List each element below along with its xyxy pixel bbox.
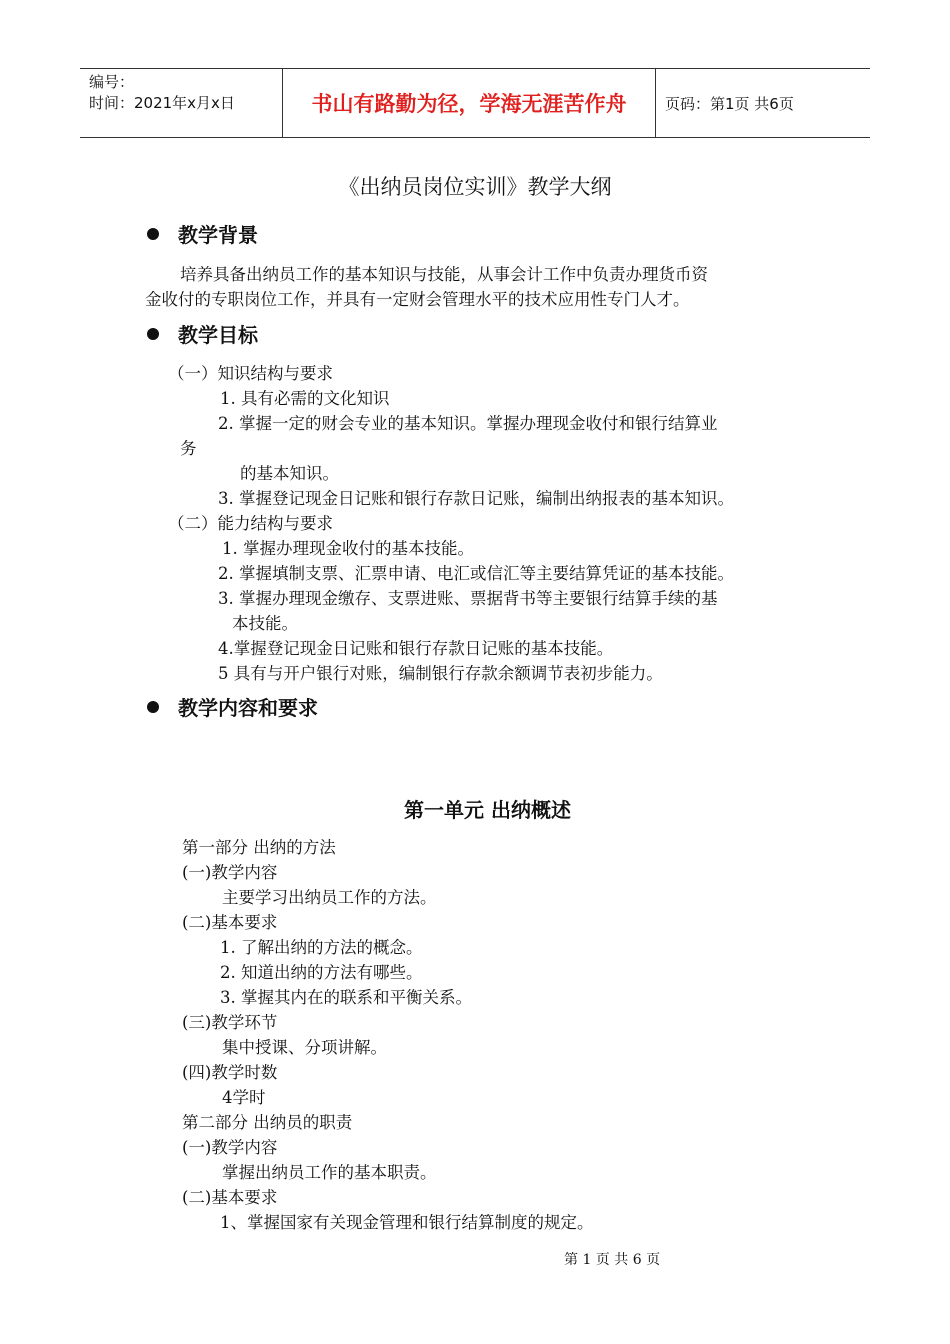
header-left-cell — [80, 69, 283, 137]
header-motto: 书山有路勤为径，学海无涯苦作舟 — [283, 69, 656, 137]
section-heading-goals: 教学目标 — [178, 323, 258, 347]
knowledge-item-2-cont: 的基本知识。 — [240, 464, 339, 483]
part1-link: 集中授课、分项讲解。 — [222, 1038, 387, 1057]
document-title: 《出纳员岗位实训》教学大纲 — [338, 175, 612, 199]
bullet-icon — [147, 701, 159, 713]
part1-content: 主要学习出纳员工作的方法。 — [222, 888, 437, 907]
part2-requirement-1: 1、掌握国家有关现金管理和银行结算制度的规定。 — [220, 1213, 594, 1232]
part2-content-heading: (一)教学内容 — [182, 1138, 278, 1157]
ability-item-3-cont: 本技能。 — [232, 614, 298, 633]
ability-item-1: 1. 掌握办理现金收付的基本技能。 — [222, 539, 474, 558]
knowledge-item-2-wrap: 务 — [180, 439, 197, 458]
header-table — [80, 68, 870, 138]
part1-hours-heading: (四)教学时数 — [182, 1063, 278, 1082]
ability-item-4: 4.掌握登记现金日记账和银行存款日记账的基本技能。 — [218, 639, 614, 658]
page-footer: 第 1 页 共 6 页 — [564, 1252, 661, 1268]
ability-item-2: 2. 掌握填制支票、汇票申请、电汇或信汇等主要结算凭证的基本技能。 — [218, 564, 734, 583]
section-heading-background: 教学背景 — [178, 223, 258, 247]
part2-content: 掌握出纳员工作的基本职责。 — [222, 1163, 437, 1182]
part1-requirement-3: 3. 掌握其内在的联系和平衡关系。 — [220, 988, 472, 1007]
knowledge-item-2: 2. 掌握一定的财会专业的基本知识。掌握办理现金收付和银行结算业 — [218, 414, 718, 433]
ability-item-3: 3. 掌握办理现金缴存、支票进账、票据背书等主要银行结算手续的基 — [218, 589, 718, 608]
part1-requirement-1: 1. 了解出纳的方法的概念。 — [220, 938, 423, 957]
background-line-1: 培养具备出纳员工作的基本知识与技能，从事会计工作中负责办理货币资 — [180, 265, 708, 284]
bullet-icon — [147, 228, 159, 240]
knowledge-item-3: 3. 掌握登记现金日记账和银行存款日记账，编制出纳报表的基本知识。 — [218, 489, 734, 508]
part1-requirements-heading: (二)基本要求 — [182, 913, 278, 932]
number-label: 编号： — [89, 73, 135, 91]
part1-content-heading: (一)教学内容 — [182, 863, 278, 882]
time-label: 时间：2021年x月x日 — [89, 94, 235, 112]
unit-title: 第一单元 出纳概述 — [404, 798, 571, 822]
header-page-code: 页码：第1页 共6页 — [665, 94, 794, 113]
knowledge-title: （一）知识结构与要求 — [168, 364, 333, 383]
part1-hours: 4学时 — [222, 1088, 266, 1107]
part2-requirements-heading: (二)基本要求 — [182, 1188, 278, 1207]
bullet-icon — [147, 328, 159, 340]
part1-requirement-2: 2. 知道出纳的方法有哪些。 — [220, 963, 423, 982]
background-line-2: 金收付的专职岗位工作，并具有一定财会管理水平的技术应用性专门人才。 — [145, 290, 690, 309]
ability-title: （二）能力结构与要求 — [168, 514, 333, 533]
ability-item-5: 5 具有与开户银行对账，编制银行存款余额调节表初步能力。 — [218, 664, 663, 683]
section-heading-content: 教学内容和要求 — [178, 696, 318, 720]
part1-link-heading: (三)教学环节 — [182, 1013, 278, 1032]
knowledge-item-1: 1. 具有必需的文化知识 — [220, 389, 390, 408]
part2-title: 第二部分 出纳员的职责 — [182, 1113, 353, 1132]
part1-title: 第一部分 出纳的方法 — [182, 838, 336, 857]
